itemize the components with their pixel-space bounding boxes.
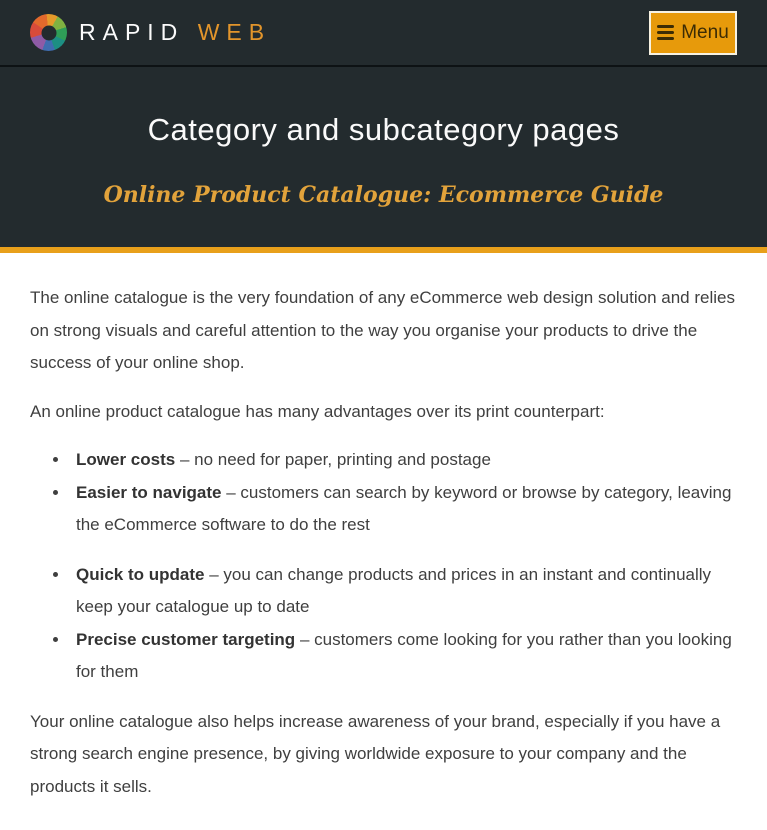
list-item-text: – customers come looking for you rather than you looking for them: [76, 629, 732, 681]
aperture-color-ring-icon: [30, 14, 67, 51]
list-item: [70, 559, 737, 624]
list-item: [70, 624, 737, 689]
list-item-text: – no need for paper, printing and postage: [179, 450, 491, 469]
paragraph-intro: The online catalogue is the very foundation of any eCommerce web design solution and relies on strong visuals and careful attention to the way you organise your products to drive the success of your online shop.: [30, 288, 735, 372]
list-item: [70, 477, 737, 542]
brand-name-secondary: WEB: [197, 19, 272, 45]
advantages-list-1: [30, 444, 737, 542]
page-subtitle: Online Product Catalogue: Ecommerce Guide: [103, 182, 664, 208]
list-item-text: – you can change products and prices in an instant and continually keep your catalogue up to date: [76, 564, 712, 616]
hero-banner: [0, 67, 767, 247]
article-content: [0, 253, 767, 803]
brand-logo-link[interactable]: [30, 14, 271, 51]
list-item-lead: Precise customer targeting: [76, 629, 296, 649]
brand-name: [79, 19, 271, 46]
list-item-lead: Lower costs: [76, 450, 176, 469]
hamburger-icon: [657, 25, 674, 40]
advantages-list-2: [30, 559, 737, 689]
site-header: [0, 0, 767, 67]
paragraph-advantages-lead: An online product catalogue has many advantages over its print counterpart:: [30, 401, 605, 421]
paragraph-brand-awareness: Your online catalogue also helps increase awareness of your brand, especially if you have a strong search engine presence, by giving worldwide exposure to your company and the products it sells.: [30, 711, 721, 796]
brand-name-primary: RAPID: [79, 19, 185, 45]
list-item: [70, 444, 737, 477]
list-item-lead: Quick to update: [76, 564, 205, 584]
menu-button-label: Menu: [681, 21, 729, 43]
page-title: Category and subcategory pages: [147, 112, 620, 147]
list-item-lead: Easier to navigate: [76, 482, 222, 502]
menu-button[interactable]: [649, 11, 737, 55]
list-item-text: – customers can search by keyword or browse by category, leaving the eCommerce software to do the rest: [76, 482, 732, 534]
